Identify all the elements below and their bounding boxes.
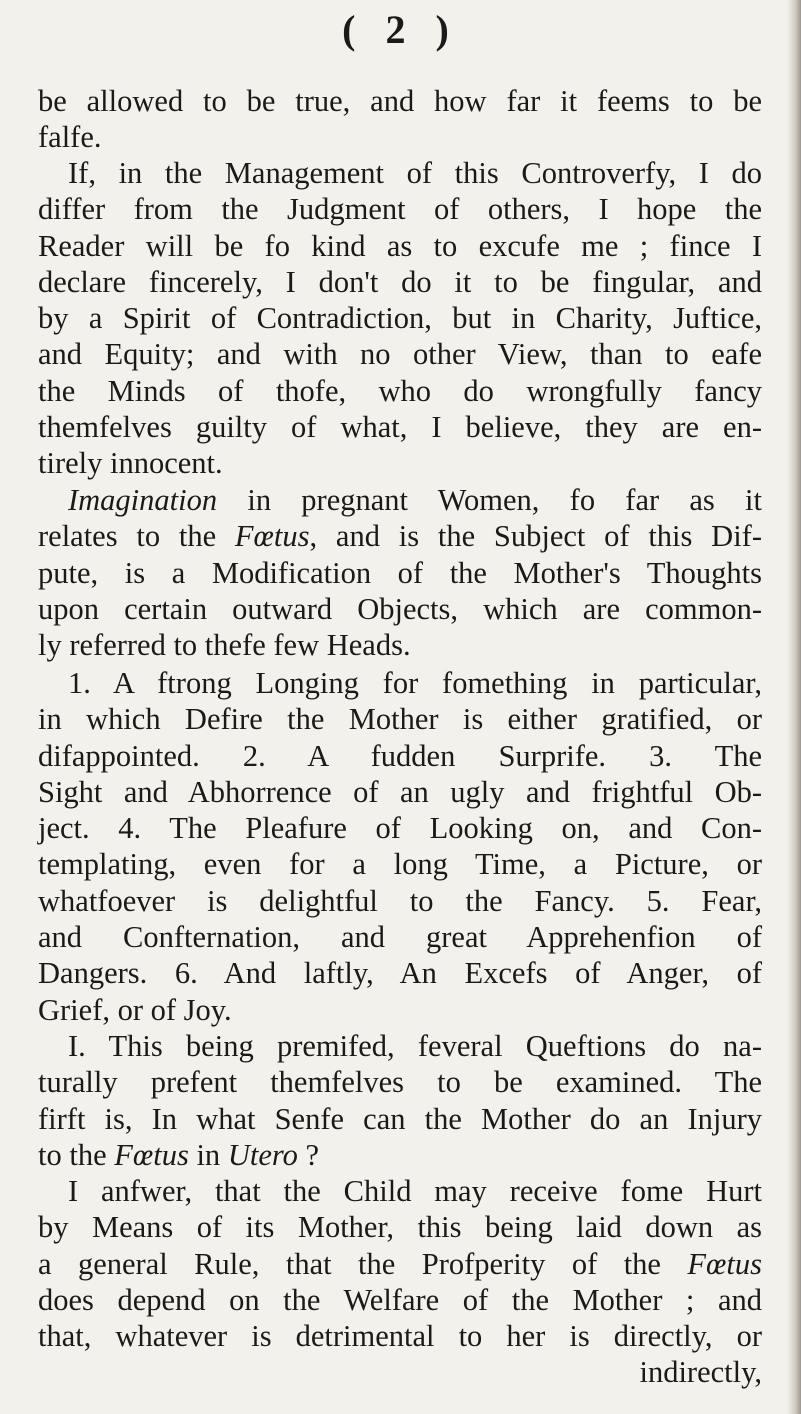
text-line: pute, is a Modification of the Mother's Thoughts	[38, 555, 762, 590]
text-line: and Confternation, and great Apprehenfion of	[38, 920, 762, 955]
text-line: relates to the Fœtus, and is the Subject of this Dif-	[38, 519, 762, 554]
text-line: by a Spirit of Contradiction, but in Charity, Juftice,	[38, 301, 762, 336]
text-line: the Minds of thofe, who do wrongfully fancy	[38, 373, 762, 408]
page-edge-shadow	[787, 0, 801, 1414]
text-line: Grief, or of Joy.	[38, 992, 232, 1027]
text-line: 1. A ftrong Longing for fomething in particular,	[68, 666, 762, 700]
paragraph-6	[38, 1173, 762, 1391]
page-number: ( 2 )	[342, 7, 459, 52]
text-line: Dangers. 6. And laftly, An Excefs of Anger, of	[38, 956, 762, 991]
text-line: to the Fœtus in Utero ?	[38, 1137, 320, 1172]
text-line: that, whatever is detrimental to her is directly, or	[38, 1319, 762, 1354]
text-line: Sight and Abhorrence of an ugly and frightful Ob-	[38, 774, 762, 809]
text-line: I. This being premifed, feveral Queftions do na-	[68, 1029, 762, 1063]
text-line: themfelves guilty of what, I believe, they are en-	[38, 410, 762, 445]
text-line: If, in the Management of this Controverfy, I do	[68, 156, 762, 190]
text-line: in which Defire the Mother is either gratified, or	[38, 702, 762, 737]
text-line: ly referred to thefe few Heads.	[38, 628, 411, 663]
paragraph-4	[38, 665, 762, 1028]
text-line: firft is, In what Senfe can the Mother do an Injury	[38, 1101, 762, 1136]
text-line: declare fincerely, I don't do it to be fingular, and	[38, 264, 762, 299]
text-line: tirely innocent.	[38, 446, 223, 481]
text-line: whatfoever is delightful to the Fancy. 5. Fear,	[38, 883, 762, 918]
paragraph-1	[38, 83, 762, 156]
text-line: Reader will be fo kind as to excufe me ; fince I	[38, 228, 762, 263]
text-line: templating, even for a long Time, a Picture, or	[38, 847, 762, 882]
text-line: difappointed. 2. A fudden Surprife. 3. The	[38, 738, 762, 773]
text-line: and Equity; and with no other View, than to eafe	[38, 337, 762, 372]
text-line: falfe.	[38, 120, 102, 155]
text-line: by Means of its Mother, this being laid down as	[38, 1210, 762, 1245]
text-line: differ from the Judgment of others, I hope the	[38, 192, 762, 227]
text-line: I anfwer, that the Child may receive fome Hurt	[68, 1174, 762, 1208]
text-line: ject. 4. The Pleafure of Looking on, and Con-	[38, 811, 762, 846]
text-line: indirectly,	[639, 1355, 762, 1390]
text-line: Imagination in pregnant Women, fo far as it	[68, 483, 762, 517]
text-line: turally prefent themfelves to be examined. The	[38, 1065, 762, 1100]
text-line: upon certain outward Objects, which are common-	[38, 591, 762, 626]
text-line: does depend on the Welfare of the Mother ; and	[38, 1282, 762, 1317]
paragraph-5	[38, 1028, 762, 1173]
paragraph-3	[38, 482, 762, 663]
text-line: be allowed to be true, and how far it feems to be	[38, 84, 762, 118]
paragraph-2	[38, 155, 762, 482]
text-line: a general Rule, that the Profperity of the Fœtus	[38, 1246, 762, 1281]
